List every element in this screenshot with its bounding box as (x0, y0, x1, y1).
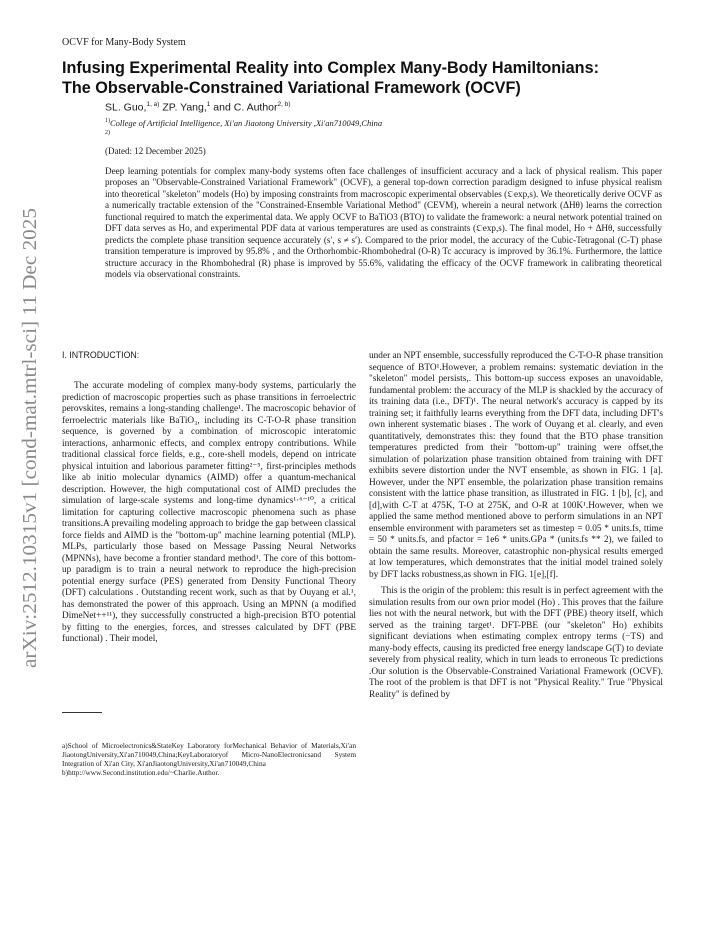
author-3-sup: 2, b) (277, 101, 291, 108)
section-heading-introduction: I. INTRODUCTION: (62, 350, 140, 360)
title-line-1: Infusing Experimental Reality into Complex Many-Body Hamiltonians: (62, 59, 599, 77)
abstract: Deep learning potentials for complex many-body systems often face challenges of insufficient accuracy and a lack of physical realism. This paper proposes an "Observable-Constrained Variational Framework" (OCVF), a general top-down correction paradigm designed to infuse physical realism into theoretical "skeleton" models (Ho) by imposing constraints from macroscopic experimental observables (𝔒exp,s). We theoretically derive OCVF as a numerically tractable extension of the "Constrained-Ensemble Variational Method" (CEVM), wherein a neural network (ΔHθ) learns the correction functional required to match the experimental data. We apply OCVF to BaTiO3 (BTO) to validate the framework: a neural network potential trained on DFT data serves as Ho, and experimental PDF data at various temperatures are used as constraints (𝔒exp,s). The final model, Ho + ΔHθ, successfully predicts the complete phase transition sequence accurately (s′, s ≠ s′). Compared to the prior model, the accuracy of the Cubic-Tetragonal (C-T) phase transition temperature is improved by 95.8% , and the Orthorhombic-Rhombohedral (O-R) Tc accuracy is improved by 36.1%. Furthermore, the lattice structure accuracy in the Rhombohedral (R) phase is improved by 55.6%, validating the efficacy of the OCVF framework in calibrating theoretical models via observational constraints. (105, 166, 662, 280)
intro-paragraph-2: under an NPT ensemble, successfully reproduced the C-T-O-R phase transition sequence of BTO¹.However, a problem remains: systematic deviation in the "skeleton" model persists,. This bottom-up success exposes an unavoidable, fundamental problem: the accuracy of the MLP is shackled by the accuracy of its training data (i.e., DFT)¹. The neural network's accuracy is capped by its training set; it faithfully learns everything from the DFT data, including DFT's own inherent systematic biases . The work of Ouyang et al. clearly, and even quantitatively, demonstrates this: they found that the BTO phase transition temperatures predicted from their "bottom-up" training were offset,the simulation of polarization phase transition obtained from training with DFT exhibits severe distortion under the NVT ensemble, as shown in FIG. 1 [a]. However, under the NPT ensemble, the polarization phase transition remains consistent with the lattice phase transition, as illustrated in FIG. 1 [b], [c], and [d],with C-T at 475K, T-O at 275K, and O-R at 100K¹.However, when we applied the same method mentioned above to perform simulations in an NPT ensemble environment with parameters set as timestep = 0.05 * units.fs, ttime = 50 * units.fs, and pfactor = 1e6 * units.GPa * (units.fs ** 2), we failed to obtain the same results. Moreover, catastrophic non-physical results emerged at low temperatures, which demonstrates that the initial model trained solely by DFT lacks robustness,as shown in FIG. 1[e],[f]. (369, 351, 663, 580)
footnote-b: b)http://www.Second.institution.edu/~Charlie.Author. (62, 768, 220, 778)
right-column (369, 351, 663, 701)
running-head: OCVF for Many-Body System (62, 37, 186, 48)
footnote-a: a)School of Microelectronics&StateKey Laboratory forMechanical Behavior of Materials,Xi'an JiaotongUniversity,Xi'an710049,China;KeyLaboratoryof Micro-NanoElectronicsand System Integration of Xi'an City, Xi'anJiaotongUniversity,Xi'an710049,China (62, 741, 356, 769)
affiliations (105, 116, 665, 140)
affiliation-2-number: 2) (105, 129, 110, 136)
intro-paragraph-1: The accurate modeling of complex many-body systems, particularly the prediction of macroscopic properties such as phase transitions in ferroelectric perovskites, remains a long-standing challenge¹. The macroscopic behavior of ferroelectric materials like BaTiO₃, including its C-T-O-R phase transition sequence, is governed by a combination of microscopic interatomic interactions, anharmonic effects, and complex entropy contributions. While traditional classical force fields, e.g., core-shell models, depend on intricate physical intuition and laborious parameter fitting²⁻⁵, first-principles methods like ab initio molecular dynamics (AIMD) offer a quantum-mechanical description. However, the high computational cost of AIMD precludes the simulation of large-scale systems and long-time dynamics¹·⁶⁻¹⁰, a critical limitation for capturing collective macroscopic phenomena such as phase transitions.A prevailing modeling approach to bridge the gap between classical force fields and AIMD is the "bottom-up" machine learning potential (MLP). MLPs, particularly those based on Message Passing Neural Networks (MPNNs), have become a frontier standard method¹. The core of this bottom-up paradigm is to train a neural network to reproduce the high-precision potential energy surface (PES) generated from Density Functional Theory (DFT) calculations . Outstanding recent work, such as that by Ouyang et al.¹, has demonstrated the power of this approach. Using an MPNN (a modified DimeNet++¹¹), they successfully constructed a high-precision BTO potential by fitting to the energies, forces, and stresses calculated by DFT (PBE functional) . Their model, (62, 381, 356, 644)
author-1-name: SL. Guo, (105, 101, 147, 114)
arxiv-watermark (10, 203, 48, 673)
affiliation-1-number: 1) (105, 118, 110, 124)
paper-title (62, 58, 662, 98)
dated-line: (Dated: 12 December 2025) (105, 146, 206, 156)
arxiv-watermark-text: arXiv:2512.10315v1 [cond-mat.mtrl-sci] 11 Dec 2025 (20, 245, 41, 668)
intro-paragraph-3: This is the origin of the problem: this result is in perfect agreement with the simulation results from our own prior model (Ho) . This proves that the failure lies not with the neural network, but with the DFT (PBE) theory itself, which served as the training target¹. DFT-PBE (our "skeleton" Ho) exhibits significant deviations when estimating complex entropy terms (−TS) and many-body effects, causing its predicted free energy landscape G(T) to deviate severely from physical reality, which in turn leads to erroneous Tc predictions .Our solution is the Observable-Constrained Variational Framework (OCVF). The root of the problem is that DFT is not "Physical Reality." True "Physical Reality" is defined by (369, 586, 663, 700)
author-2-sup: 1 (206, 101, 211, 108)
author-list (105, 101, 291, 114)
author-1-sup: 1, a) (146, 101, 160, 108)
title-line-2: The Observable-Constrained Variational Framework (OCVF) (62, 79, 521, 97)
affiliation-1-text: College of Artificial Intelligence, Xi'an Jiaotong University ,Xi'an710049,China (110, 117, 383, 128)
footnote-rule (62, 712, 102, 713)
author-2-name: ZP. Yang, (159, 101, 207, 114)
left-column (62, 381, 356, 646)
author-3-name: and C. Author (210, 101, 278, 114)
footnotes (62, 741, 356, 777)
